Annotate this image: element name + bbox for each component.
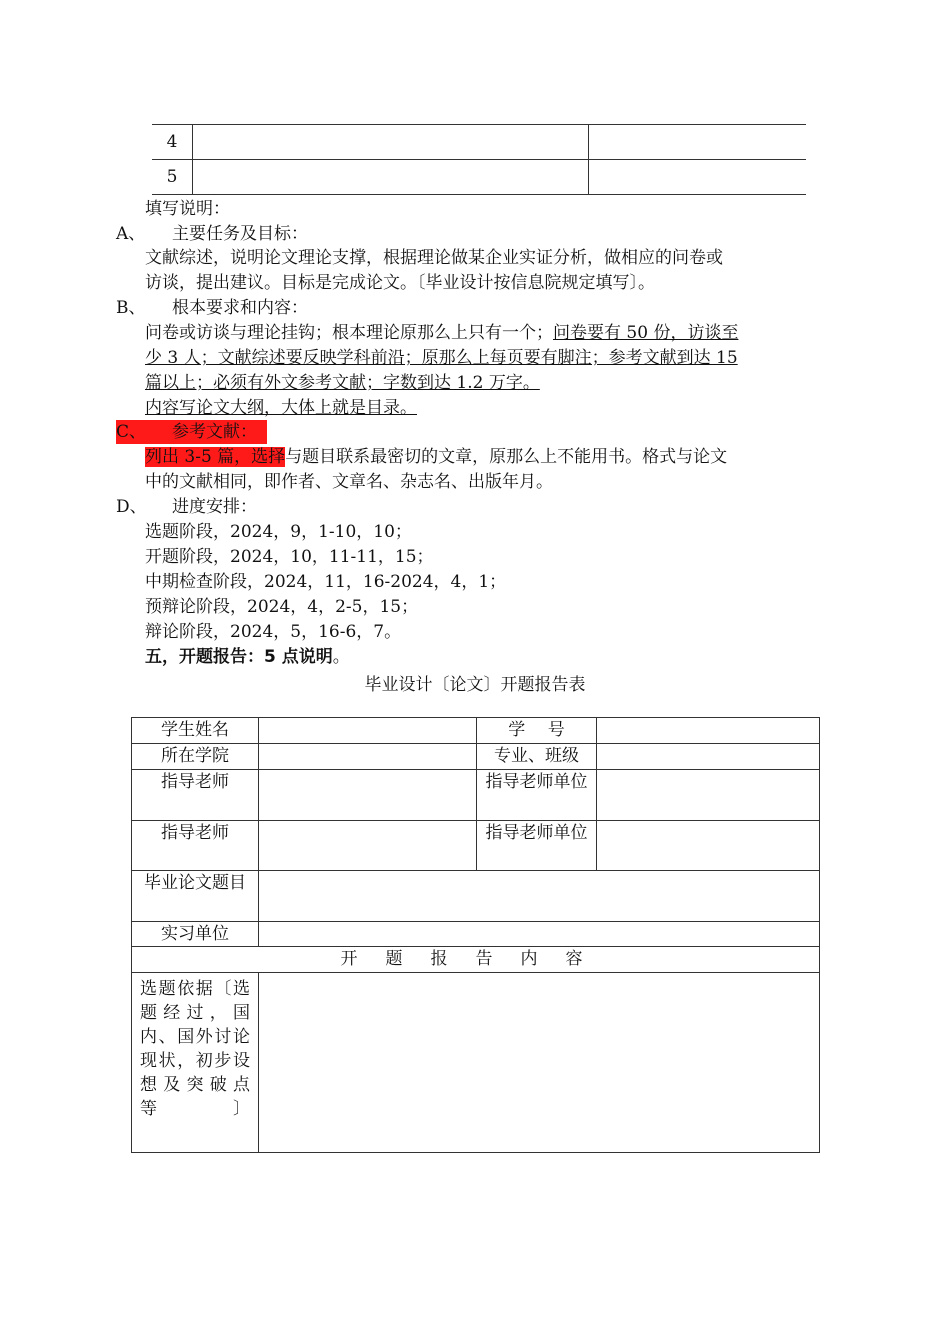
schedule-item: 选题阶段，2024，9，1-10，10； xyxy=(145,522,412,542)
section-a-label: A、 xyxy=(116,224,146,244)
table-row xyxy=(132,821,820,871)
internship-unit-field[interactable] xyxy=(259,922,820,947)
section-b-text: 问卷或访谈与理论挂钩；根本理论原那么上只有一个； xyxy=(145,323,553,343)
topic-basis-label: 选题依据〔选题经过，国内、国外讨论现状，初步设想及突破点等〕 xyxy=(132,973,259,1153)
student-id-field[interactable] xyxy=(597,718,820,744)
table-row xyxy=(132,973,820,1153)
section-c-body: 中的文献相同，即作者、文章名、杂志名、出版年月。 xyxy=(145,472,553,492)
table-row xyxy=(152,160,806,195)
section-a-body: 文献综述，说明论文理论支撑，根据理论做某企业实证分析，做相应的问卷或 xyxy=(145,248,723,268)
schedule-item: 辩论阶段，2024，5，16-6，7。 xyxy=(145,622,402,642)
section-b-body: 少 3 人；文献综述要反映学科前沿；原那么上每页要有脚注；参考文献到达 15 xyxy=(145,348,738,368)
section-b-body xyxy=(145,321,738,345)
progress-table-fragment xyxy=(152,124,806,195)
table-cell xyxy=(193,160,589,195)
section-d-label: D、 xyxy=(116,497,147,517)
report-content-header: 开题报告内容 xyxy=(132,947,820,973)
advisor-field[interactable] xyxy=(259,821,477,871)
table-row xyxy=(132,744,820,770)
college-label: 所在学院 xyxy=(132,744,259,770)
row-number: 4 xyxy=(152,125,193,160)
student-name-label: 学生姓名 xyxy=(132,718,259,744)
table-row xyxy=(132,770,820,821)
section-d-title: 进度安排： xyxy=(172,497,257,517)
advisor-unit-label: 指导老师单位 xyxy=(477,821,597,871)
table-row xyxy=(132,922,820,947)
table-row xyxy=(132,947,820,973)
section-b-body: 内容写论文大纲，大体上就是目录。 xyxy=(145,398,417,418)
section-b-body: 篇以上；必须有外文参考文献；字数到达 1.2 万字。 xyxy=(145,373,540,393)
thesis-title-label: 毕业论文题目 xyxy=(132,871,259,922)
section-b-label: B、 xyxy=(116,298,146,318)
schedule-item: 开题阶段，2024，10，11-11，15； xyxy=(145,547,434,567)
section-c-label: C、 xyxy=(116,422,147,442)
section-5-tail: 。 xyxy=(332,647,350,667)
advisor-unit-label: 指导老师单位 xyxy=(477,770,597,821)
section-5-heading xyxy=(145,645,350,669)
table-cell xyxy=(193,125,589,160)
major-class-label: 专业、班级 xyxy=(477,744,597,770)
advisor-field[interactable] xyxy=(259,770,477,821)
advisor-label: 指导老师 xyxy=(132,770,259,821)
table-row xyxy=(152,125,806,160)
section-b-underlined-text: 问卷要有 50 份，访谈至 xyxy=(553,323,739,343)
thesis-title-field[interactable] xyxy=(259,871,820,922)
table-cell xyxy=(589,160,807,195)
advisor-unit-field[interactable] xyxy=(597,770,820,821)
section-c-highlighted-text: 列出 3-5 篇，选择 xyxy=(145,447,286,467)
section-a-body: 访谈，提出建议。目标是完成论文。〔毕业设计按信息院规定填写〕。 xyxy=(145,273,655,293)
topic-basis-field[interactable] xyxy=(259,973,820,1153)
major-class-field[interactable] xyxy=(597,744,820,770)
student-name-field[interactable] xyxy=(259,718,477,744)
advisor-unit-field[interactable] xyxy=(597,821,820,871)
advisor-label: 指导老师 xyxy=(132,821,259,871)
schedule-item: 中期检查阶段，2024，11，16-2024，4，1； xyxy=(145,572,507,592)
section-c-title: 参考文献： xyxy=(172,422,257,442)
student-id-label: 学 号 xyxy=(477,718,597,744)
table-cell xyxy=(589,125,807,160)
row-number: 5 xyxy=(152,160,193,195)
section-a-title: 主要任务及目标： xyxy=(172,224,308,244)
section-5-bold: 五，开题报告：5 点说明 xyxy=(145,647,333,667)
internship-unit-label: 实习单位 xyxy=(132,922,259,947)
form-title: 毕业设计〔论文〕开题报告表 xyxy=(364,675,586,695)
instructions-heading: 填写说明： xyxy=(145,199,230,219)
college-field[interactable] xyxy=(259,744,477,770)
section-b-title: 根本要求和内容： xyxy=(172,298,308,318)
table-row xyxy=(132,718,820,744)
section-c-text: 与题目联系最密切的文章，原那么上不能用书。格式与论文 xyxy=(285,447,728,467)
schedule-item: 预辩论阶段，2024，4，2-5，15； xyxy=(145,597,419,617)
table-row xyxy=(132,871,820,922)
section-c-body xyxy=(145,445,727,469)
proposal-form-table xyxy=(131,717,820,1153)
